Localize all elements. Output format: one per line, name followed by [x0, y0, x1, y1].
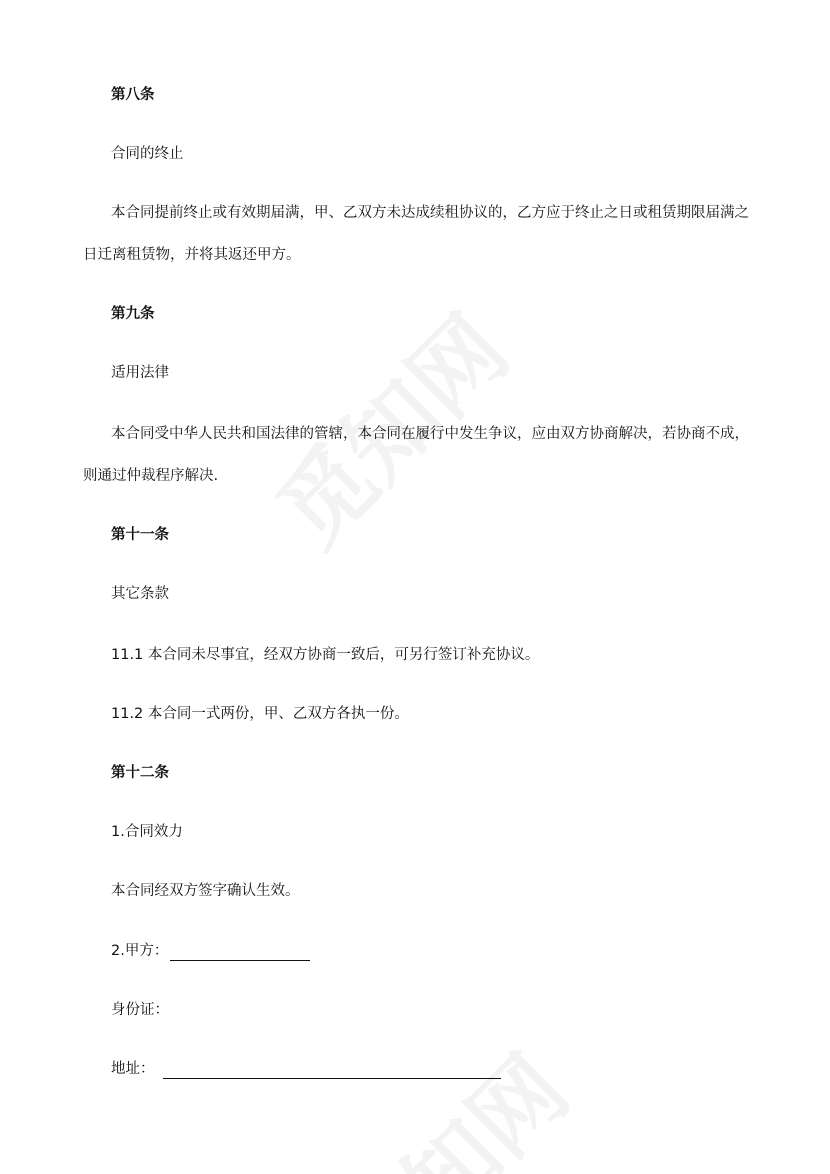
article-9-heading: 第九条: [111, 306, 155, 322]
article-12-item-1-title: 1.合同效力: [111, 824, 183, 840]
address-label: 地址：: [111, 1061, 155, 1077]
party-a-signature-line: [170, 944, 310, 961]
article-8-title: 合同的终止: [111, 146, 184, 162]
article-8-heading: 第八条: [111, 87, 155, 103]
article-9-body-line-1: 本合同受中华人民共和国法律的管辖，本合同在履行中发生争议，应由双方协商解决，若协商不成，: [111, 426, 749, 442]
article-8-body-line-2: 日迁离租赁物，并将其返还甲方。: [83, 247, 301, 263]
article-11-item-1: 11.1 本合同未尽事宜，经双方协商一致后，可另行签订补充协议。: [111, 647, 540, 663]
article-12-item-1-body: 本合同经双方签字确认生效。: [111, 883, 300, 899]
id-card-label: 身份证：: [111, 1002, 169, 1018]
party-a-label: 2.甲方：: [111, 943, 169, 959]
article-9-body-line-2: 则通过仲裁程序解决.: [83, 468, 219, 484]
watermark-bottom: [304, 1022, 593, 1174]
address-fill-line: [163, 1062, 501, 1079]
article-11-title: 其它条款: [111, 586, 169, 602]
party-a-row: [111, 941, 310, 961]
article-11-item-2: 11.2 本合同一式两份，甲、乙双方各执一份。: [111, 706, 409, 722]
article-12-heading: 第十二条: [111, 765, 169, 781]
article-8-body-line-1: 本合同提前终止或有效期届满，甲、乙双方未达成续租协议的，乙方应于终止之日或租赁期限届满之: [111, 205, 749, 221]
address-row: [111, 1059, 501, 1079]
article-11-heading: 第十一条: [111, 527, 169, 543]
article-9-title: 适用法律: [111, 365, 169, 381]
